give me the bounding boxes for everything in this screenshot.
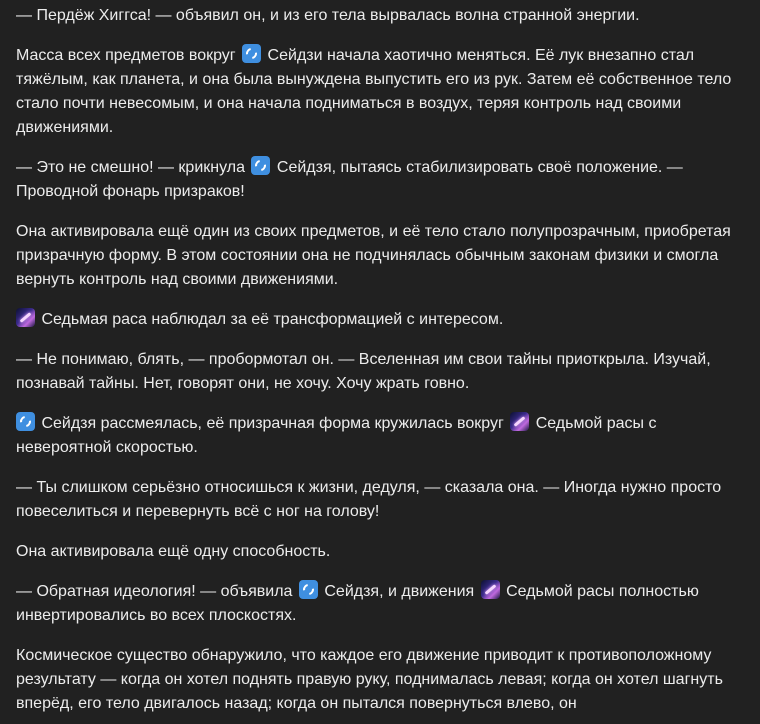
paragraph-3 [16,156,744,204]
paragraph-2 [16,44,744,140]
paragraph-10 [16,580,744,628]
paragraph-2-text-b: Сейдзи начала хаотично меняться. Её лук внезапно стал тяжёлым, как планета, и она была вынуждена выпустить его из рук. Затем её собственное тело стало почти невесомым, и она начала подниматься в воздух, теряя контроль над своими движениями. [16,47,732,136]
counterclockwise-arrows-icon [299,580,318,599]
paragraph-7-text-b: Седьмой расы с невероятной скоростью. [16,415,657,456]
paragraph-8 [16,476,744,524]
paragraph-1-text: — Пердёж Хиггса! — объявил он, и из его тела вырвалась волна странной энергии. [16,7,640,24]
paragraph-8-text: — Ты слишком серьёзно относишься к жизни, дедуля, — сказала она. — Иногда нужно просто повеселиться и перевернуть всё с ног на голову! [16,479,722,520]
paragraph-11 [16,644,744,716]
paragraph-10-text-a: — Обратная идеология! — объявила [16,583,293,600]
counterclockwise-arrows-icon [242,44,261,63]
paragraph-2-text-a: Масса всех предметов вокруг [16,47,236,64]
paragraph-6-text: — Не понимаю, блять, — пробормотал он. — Вселенная им свои тайны приоткрыла. Изучай, познавай тайны. Нет, говорят они, не хочу. Хочу жрать говно. [16,351,711,392]
paragraph-4 [16,220,744,292]
paragraph-6 [16,348,744,396]
paragraph-7-text-a: Сейдзя рассмеялась, её призрачная форма кружилась вокруг [41,415,504,432]
milky-way-icon [510,412,529,431]
paragraph-10-text-c: Седьмой расы полностью инвертировались во всех плоскостях. [16,583,699,624]
paragraph-5-text: Седьмая раса наблюдал за её трансформацией с интересом. [41,311,504,328]
milky-way-icon [16,308,35,327]
paragraph-1 [16,4,744,28]
paragraph-7 [16,412,744,460]
counterclockwise-arrows-icon [16,412,35,431]
paragraph-11-text: Космическое существо обнаружило, что каждое его движение приводит к противоположному результату — когда он хотел поднять правую руку, поднималась левая; когда он хотел шагнуть вперёд, его тело двигалось назад; когда он пытался повернуться влево, он [16,647,723,712]
paragraph-3-text-b: Сейдзя, пытаясь стабилизировать своё положение. — Проводной фонарь призраков! [16,159,683,200]
paragraph-9-text: Она активировала ещё одну способность. [16,543,331,560]
milky-way-icon [481,580,500,599]
paragraph-10-text-b: Сейдзя, и движения [324,583,475,600]
paragraph-9 [16,540,744,564]
paragraph-5 [16,308,744,332]
counterclockwise-arrows-icon [251,156,270,175]
paragraph-3-text-a: — Это не смешно! — крикнула [16,159,245,176]
paragraph-4-text: Она активировала ещё один из своих предметов, и её тело стало полупрозрачным, приобретая призрачную форму. В этом состоянии она не подчинялась обычным законам физики и смогла вернуть контроль над своими движениями. [16,223,731,288]
